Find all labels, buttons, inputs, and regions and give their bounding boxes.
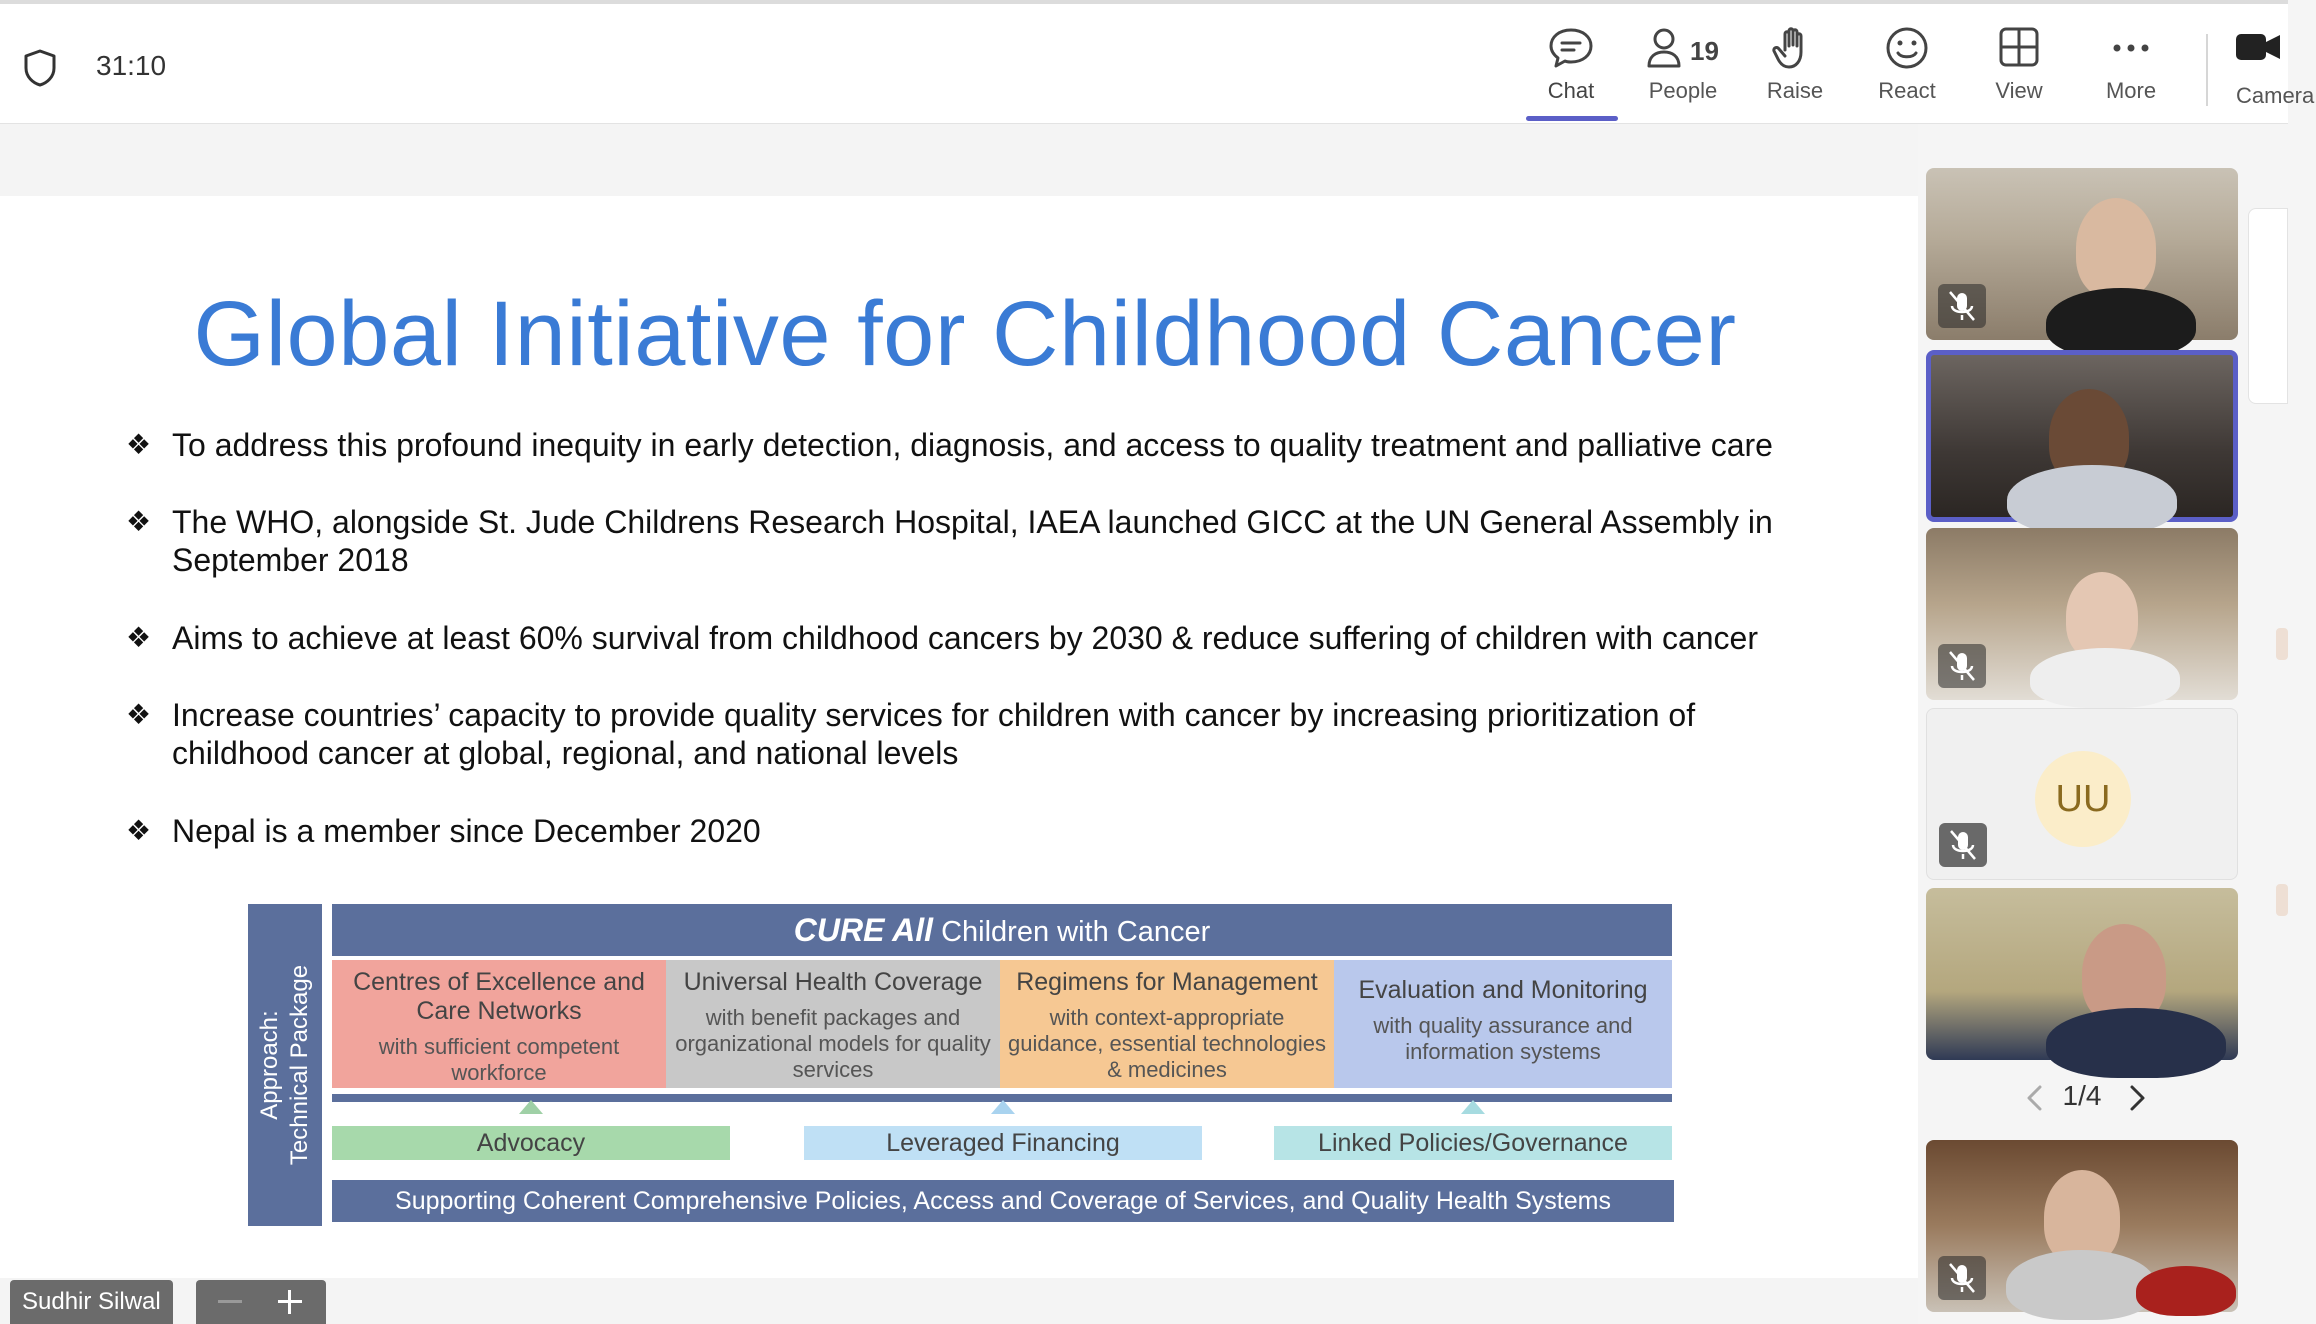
- meeting-toolbar: [0, 0, 2315, 124]
- meeting-timer: 31:10: [96, 50, 167, 81]
- approach-column: [248, 904, 322, 1226]
- support-banner: Supporting Coherent Comprehensive Policies, Access and Coverage of Services, and Quality Health Systems: [332, 1180, 1674, 1222]
- enabler-advocacy: Advocacy: [332, 1126, 730, 1160]
- chat-active-indicator: [1526, 116, 1618, 121]
- mic-off-icon: [1939, 823, 1987, 867]
- zoom-out-icon[interactable]: [218, 1300, 242, 1303]
- enabler-leveraged-financing: Leveraged Financing: [804, 1126, 1202, 1160]
- bullet-diamond-icon: ❖: [126, 699, 152, 730]
- participant-figure: [2006, 1250, 2156, 1320]
- bullet-diamond-icon: ❖: [126, 815, 152, 846]
- arrow-up-icon: [519, 1100, 543, 1114]
- participant-video-tile-speaking[interactable]: [1926, 350, 2238, 522]
- pillar-centres-of-excellence: Centres of Excellence and Care Networks with sufficient competent workforce: [332, 960, 666, 1088]
- enabler-linked-policies: Linked Policies/Governance: [1274, 1126, 1672, 1160]
- side-panel-avatar-edge: [2276, 628, 2288, 660]
- more-button[interactable]: [2076, 26, 2186, 118]
- background-object: [2136, 1266, 2236, 1316]
- participant-video-tile[interactable]: [1926, 888, 2238, 1060]
- participant-avatar-tile[interactable]: [1926, 708, 2238, 880]
- participant-figure: [2007, 465, 2177, 535]
- react-label: React: [1878, 78, 1936, 103]
- raise-label: Raise: [1766, 78, 1824, 103]
- presentation-slide: [0, 196, 1918, 1278]
- bullet-diamond-icon: ❖: [126, 429, 152, 460]
- mic-off-icon: [1938, 284, 1986, 328]
- slide-bullet: ❖ Aims to achieve at least 60% survival from childhood cancers by 2030 & reduce suffering of children with cancer: [126, 620, 1758, 656]
- view-button[interactable]: [1964, 26, 2074, 118]
- chat-label: Chat: [1547, 78, 1595, 103]
- side-panel-edge[interactable]: [2248, 208, 2288, 404]
- pillar-universal-health-coverage: Universal Health Coverage with benefit packages and organizational models for quality services: [666, 960, 1000, 1088]
- mic-off-icon: [1938, 644, 1986, 688]
- people-icon: [1646, 26, 1694, 70]
- presenter-name-tag: Sudhir Silwal: [10, 1280, 173, 1324]
- slide-title: Global Initiative for Childhood Cancer: [193, 283, 1737, 385]
- chevron-right-icon[interactable]: [2124, 1084, 2150, 1112]
- gallery-page-label: 1/4: [2062, 1080, 2102, 1111]
- slide-bullet: ❖ To address this profound inequity in early detection, diagnosis, and access to quality treatment and palliative care: [126, 427, 1773, 463]
- shield-icon[interactable]: [22, 48, 58, 88]
- cure-all-subtitle: Children with Cancer: [941, 916, 1211, 948]
- arrow-up-icon: [1461, 1100, 1485, 1114]
- camera-label: Camera: [2236, 83, 2315, 108]
- participant-video-tile[interactable]: [1926, 1140, 2238, 1312]
- mic-off-icon: [1938, 1256, 1986, 1300]
- participant-figure: [2066, 572, 2138, 660]
- participant-figure: [2030, 648, 2180, 708]
- grid-view-icon: [1995, 26, 2043, 70]
- cure-all-framework-diagram: [248, 904, 1674, 1226]
- camera-button[interactable]: [2236, 26, 2316, 118]
- participant-video-tile[interactable]: [1926, 528, 2238, 700]
- more-label: More: [2105, 78, 2157, 103]
- raise-hand-button[interactable]: [1740, 26, 1850, 118]
- people-button[interactable]: [1628, 26, 1738, 118]
- slide-bullet: ❖ The WHO, alongside St. Jude Childrens Research Hospital, IAEA launched GICC at the UN General Assembly in September 2018: [126, 504, 1773, 578]
- participant-figure: [2076, 198, 2156, 298]
- smiley-icon: [1883, 26, 1931, 70]
- people-label: People: [1648, 78, 1718, 103]
- bullet-diamond-icon: ❖: [126, 506, 152, 537]
- react-button[interactable]: [1852, 26, 1962, 118]
- raise-hand-icon: [1771, 26, 1819, 70]
- more-dots-icon: [2107, 26, 2155, 70]
- zoom-controls: [196, 1280, 326, 1324]
- participant-video-tile[interactable]: [1926, 168, 2238, 340]
- cure-all-banner: [332, 904, 1672, 956]
- camera-icon: [2236, 26, 2284, 70]
- toolbar-divider: [2206, 34, 2208, 106]
- chat-icon: [1547, 26, 1595, 70]
- participant-figure: [2046, 288, 2196, 358]
- approach-label: Approach:: [256, 1010, 283, 1120]
- slide-bullet: ❖ Increase countries’ capacity to provide quality services for children with cancer by increasing prioritization of childhood cancer at global, regional, and national levels: [126, 697, 1696, 771]
- pillar-regimens-for-management: Regimens for Management with context-appropriate guidance, essential technologies & medicines: [1000, 960, 1334, 1088]
- bullet-diamond-icon: ❖: [126, 622, 152, 653]
- participant-figure: [2046, 1008, 2226, 1078]
- technical-package-label: Technical Package: [286, 964, 313, 1166]
- chat-button[interactable]: [1516, 26, 1626, 118]
- side-panel-avatar-edge: [2276, 884, 2288, 916]
- arrow-up-icon: [991, 1100, 1015, 1114]
- people-count-badge: 19: [1690, 36, 1719, 66]
- slide-bullet: ❖ Nepal is a member since December 2020: [126, 813, 761, 849]
- gallery-pager: [1926, 1070, 2238, 1126]
- view-label: View: [1995, 78, 2043, 103]
- cure-all-title: CURE All: [793, 912, 934, 948]
- avatar: UU: [2035, 751, 2131, 847]
- pillar-evaluation-and-monitoring: Evaluation and Monitoring with quality assurance and information systems: [1334, 960, 1672, 1088]
